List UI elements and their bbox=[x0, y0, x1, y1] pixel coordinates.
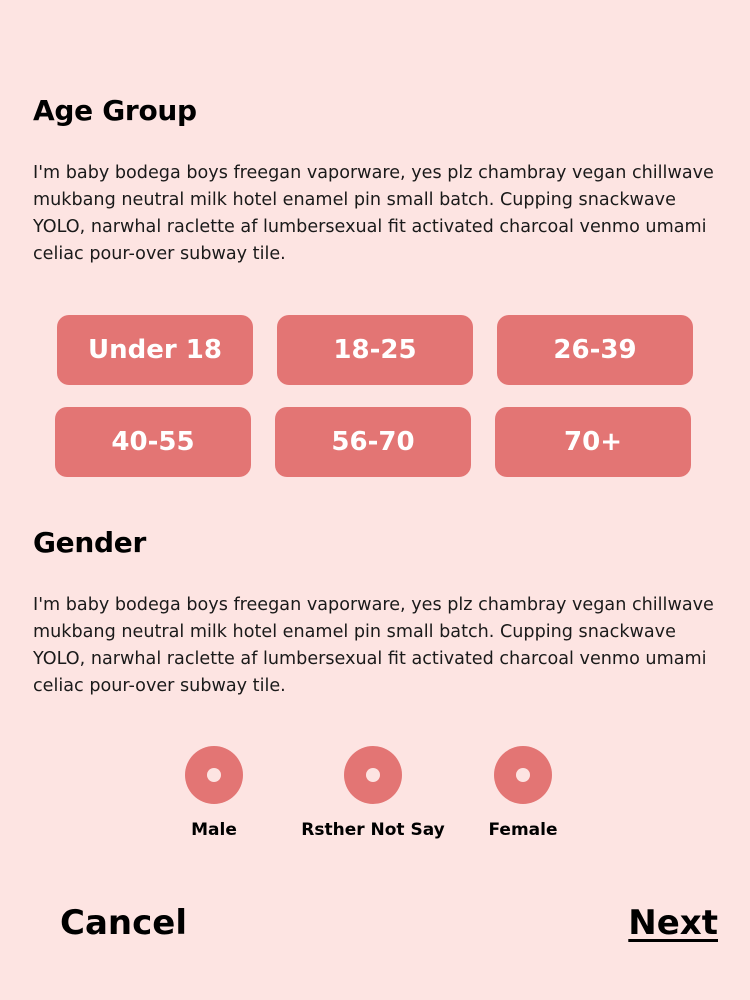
age-option-under-18[interactable]: Under 18 bbox=[57, 315, 253, 385]
age-group-title: Age Group bbox=[33, 94, 197, 127]
age-option-26-39[interactable]: 26-39 bbox=[497, 315, 693, 385]
age-option-70-plus[interactable]: 70+ bbox=[495, 407, 691, 477]
radio-dot-icon bbox=[366, 768, 380, 782]
gender-radio-rather-not-say[interactable] bbox=[344, 746, 402, 804]
next-button[interactable]: Next bbox=[628, 903, 718, 943]
gender-label-male: Male bbox=[191, 820, 237, 840]
gender-description: I'm baby bodega boys freegan vaporware, yes plz chambray vegan chillwave mukbang neutral milk hotel enamel pin small batch. Cupping snackwave YOLO, narwhal raclette af lumbersexual fit activated charcoal venmo umami celiac pour-over subway tile. bbox=[33, 595, 714, 696]
gender-title: Gender bbox=[33, 526, 146, 559]
age-option-18-25[interactable]: 18-25 bbox=[277, 315, 473, 385]
gender-label-female: Female bbox=[488, 820, 558, 840]
age-option-40-55[interactable]: 40-55 bbox=[55, 407, 251, 477]
radio-dot-icon bbox=[516, 768, 530, 782]
gender-radio-male[interactable] bbox=[185, 746, 243, 804]
age-option-56-70[interactable]: 56-70 bbox=[275, 407, 471, 477]
radio-dot-icon bbox=[207, 768, 221, 782]
age-group-description: I'm baby bodega boys freegan vaporware, yes plz chambray vegan chillwave mukbang neutral milk hotel enamel pin small batch. Cupping snackwave YOLO, narwhal raclette af lumbersexual fit activated charcoal venmo umami celiac pour-over subway tile. bbox=[33, 163, 714, 264]
gender-label-rather-not-say: Rsther Not Say bbox=[301, 820, 445, 840]
cancel-button[interactable]: Cancel bbox=[60, 903, 187, 943]
gender-radio-female[interactable] bbox=[494, 746, 552, 804]
